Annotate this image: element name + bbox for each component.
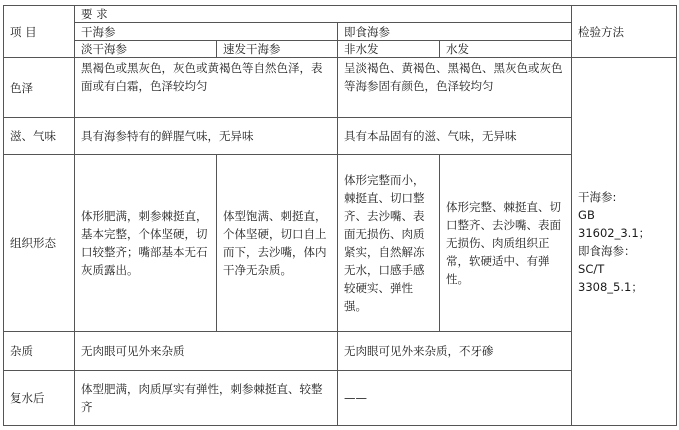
header-dried: 干海参	[75, 23, 338, 40]
label-color: 色泽	[4, 58, 75, 118]
method-line-5: SC/T	[578, 261, 605, 276]
header-row-1	[4, 6, 677, 23]
label-taste: 滋、气味	[4, 118, 75, 155]
rehydrated-dried: 体型肥满，肉质厚实有弹性，刺参棘挺直、较整齐	[75, 370, 338, 425]
color-dried: 黑褐色或黑灰色，灰色或黄褐色等自然色泽，表面或有白霜，色泽较均匀	[75, 58, 338, 118]
header-light-dried: 淡干海参	[75, 40, 217, 57]
header-requirements: 要 求	[75, 6, 572, 23]
header-instant: 即食海参	[338, 23, 572, 40]
impurity-instant: 无肉眼可见外来杂质，不牙碜	[338, 331, 572, 370]
header-water: 水发	[440, 40, 572, 57]
sensory-requirements-table	[3, 5, 677, 426]
color-instant: 呈淡褐色、黄褐色、黑褐色、黑灰色或灰色等海参固有颜色，色泽较均匀	[338, 58, 572, 118]
impurity-dried: 无肉眼可见外来杂质	[75, 331, 338, 370]
header-non-water: 非水发	[338, 40, 440, 57]
row-color	[4, 58, 677, 118]
texture-quick-dried: 体型饱满、刺挺直，个体坚硬，切口自上而下，去沙嘴，体内干净无杂质。	[217, 155, 338, 332]
taste-instant: 具有本品固有的滋、气味，无异味	[338, 118, 572, 155]
header-method: 检验方法	[572, 6, 677, 58]
method-cell	[572, 58, 677, 426]
method-line-3: 31602_3.1；	[578, 225, 651, 240]
header-item: 项 目	[4, 6, 75, 58]
texture-light-dried: 体形肥满，刺参棘挺直，基本完整，个体坚硬，切口较整齐；嘴部基本无石灰质露出。	[75, 155, 217, 332]
label-texture: 组织形态	[4, 155, 75, 332]
method-line-1: 干海参:	[578, 189, 617, 204]
method-line-6: 3308_5.1；	[578, 279, 643, 294]
method-line-4: 即食海参：	[578, 243, 636, 258]
label-rehydrated: 复水后	[4, 370, 75, 425]
texture-water: 体形完整、棘挺直、切口整齐、去沙嘴、表面无损伤、肉质组织正常，软硬适中、有弹性。	[440, 155, 572, 332]
method-line-2: GB	[578, 207, 595, 222]
header-quick-dried: 速发干海参	[217, 40, 338, 57]
rehydrated-instant: ——	[338, 370, 572, 425]
label-impurity: 杂质	[4, 331, 75, 370]
texture-non-water: 体形完整而小，棘挺直、切口整齐、去沙嘴、表面无损伤、肉质紧实，自然解冻无水，口感手感较硬实、弹性强。	[338, 155, 440, 332]
taste-dried: 具有海参特有的鲜腥气味，无异味	[75, 118, 338, 155]
